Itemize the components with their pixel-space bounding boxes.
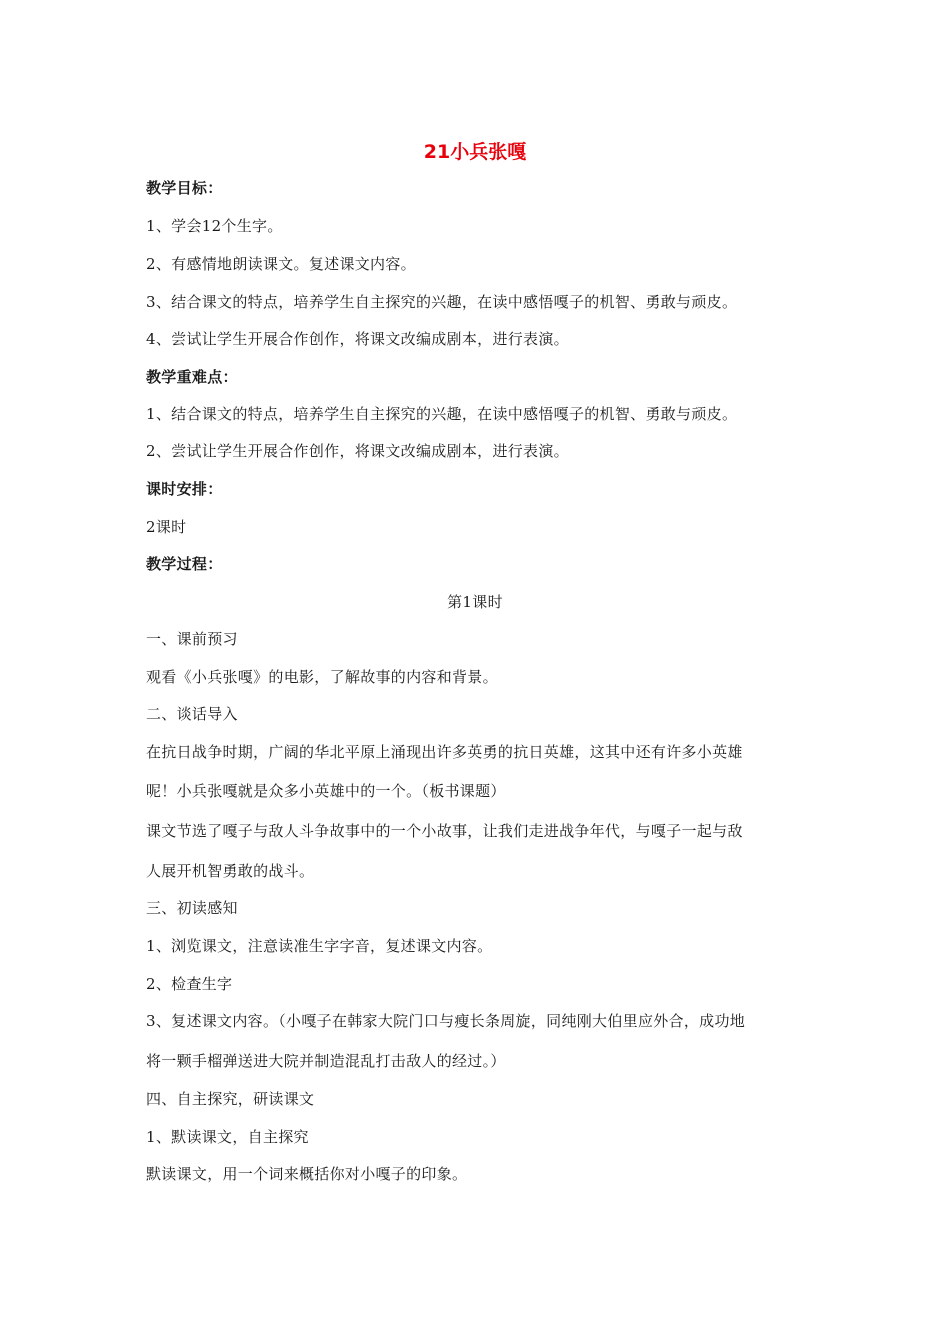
goal-item: 2、有感情地朗读课文。复述课文内容。 xyxy=(146,255,416,273)
process-line: 1、浏览课文，注意读准生字字音，复述课文内容。 xyxy=(146,937,493,955)
process-line: 一、课前预习 xyxy=(146,630,238,648)
key-point-item: 2、尝试让学生开展合作创作，将课文改编成剧本，进行表演。 xyxy=(146,442,569,460)
key-points-heading: 教学重难点： xyxy=(146,368,238,386)
document-title: 21小兵张嘎 xyxy=(423,141,527,163)
process-line: 将一颗手榴弹送进大院并制造混乱打击敌人的经过。） xyxy=(146,1052,506,1070)
schedule-text: 2课时 xyxy=(146,518,187,536)
key-point-item: 1、结合课文的特点，培养学生自主探究的兴趣，在读中感悟嘎子的机智、勇敢与顽皮。 xyxy=(146,405,738,423)
process-line: 课文节选了嘎子与敌人斗争故事中的一个小故事，让我们走进战争年代，与嘎子一起与敌 xyxy=(146,822,743,840)
process-line: 在抗日战争时期，广阔的华北平原上涌现出许多英勇的抗日英雄，这其中还有许多小英雄 xyxy=(146,743,743,761)
process-heading: 教学过程： xyxy=(146,555,223,573)
goals-heading: 教学目标： xyxy=(146,179,223,197)
process-line: 人展开机智勇敢的战斗。 xyxy=(146,862,315,880)
goal-item: 4、尝试让学生开展合作创作，将课文改编成剧本，进行表演。 xyxy=(146,330,569,348)
goal-item: 3、结合课文的特点，培养学生自主探究的兴趣，在读中感悟嘎子的机智、勇敢与顽皮。 xyxy=(146,293,738,311)
process-line: 呢！小兵张嘎就是众多小英雄中的一个。（板书课题） xyxy=(146,782,506,800)
process-line: 二、谈话导入 xyxy=(146,705,238,723)
process-line: 3、复述课文内容。（小嘎子在韩家大院门口与瘦长条周旋，同纯刚大伯里应外合，成功地 xyxy=(146,1012,746,1030)
process-line: 默读课文，用一个词来概括你对小嘎子的印象。 xyxy=(146,1165,468,1183)
process-line: 1、默读课文，自主探究 xyxy=(146,1128,309,1146)
schedule-heading: 课时安排： xyxy=(146,480,223,498)
goal-item: 1、学会12个生字。 xyxy=(146,217,283,235)
process-line: 观看《小兵张嘎》的电影，了解故事的内容和背景。 xyxy=(146,668,498,686)
lesson-title: 第1课时 xyxy=(447,593,503,611)
process-line: 四、自主探究，研读课文 xyxy=(146,1090,315,1108)
process-line: 三、初读感知 xyxy=(146,899,238,917)
process-line: 2、检查生字 xyxy=(146,975,233,993)
